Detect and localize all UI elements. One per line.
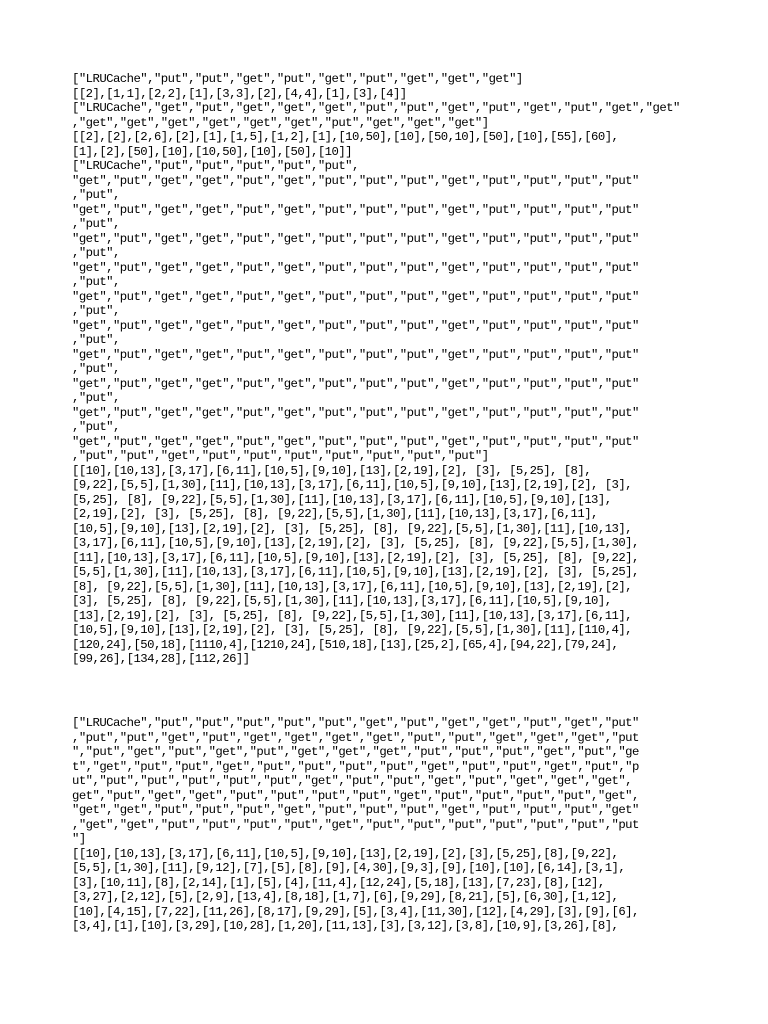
text-line: ,"put",: [72, 420, 120, 434]
text-line: "get","put","get","get","put","get","put","put","put","get","put","put","put","put": [72, 347, 639, 362]
text-line: [1],[2],[50],[10],[10,50],[10],[50],[10]]: [72, 144, 353, 159]
text-line: "get","put","get","get","put","get","put","put","put","get","put","put","put","put": [72, 231, 639, 246]
text-line: [9,22],[5,5],[1,30],[11],[10,13],[3,17],[6,11],[10,5],[9,10],[13],[2,19],[2], [3],: [72, 478, 633, 492]
text-line: [11],[10,13],[3,17],[6,11],[10,5],[9,10],[13],[2,19],[2], [3], [5,25], [8], [9,22],: [72, 550, 639, 565]
text-line: [10],[4,15],[7,22],[11,26],[8,17],[9,29],[5],[3,4],[11,30],[12],[4,29],[3],[9],[6],: [72, 904, 639, 919]
text-line: ","put","get","put","get","put","get","get","get","put","put","put","get","put","ge: [72, 745, 639, 759]
text-line: "get","put","get","get","put","get","put","put","put","get","put","put","put","put": [72, 202, 639, 217]
text-line: [3], [5,25], [8], [9,22],[5,5],[1,30],[11],[10,13],[3,17],[6,11],[10,5],[9,10],: [72, 594, 612, 608]
text-line: ,"put",: [72, 275, 120, 289]
text-line: [5,25], [8], [9,22],[5,5],[1,30],[11],[10,13],[3,17],[6,11],[10,5],[9,10],[13],: [72, 492, 612, 507]
text-line: [10,5],[9,10],[13],[2,19],[2], [3], [5,25], [8], [9,22],[5,5],[1,30],[11],[10,13],: [72, 521, 633, 536]
text-line: ,"put",: [72, 391, 120, 405]
text-line: ,"put",: [72, 246, 120, 260]
text-line: [[10],[10,13],[3,17],[6,11],[10,5],[9,10],[13],[2,19],[2],[3],[5,25],[8],[9,22],: [72, 846, 619, 861]
text-line: ["LRUCache","get","put","get","get","get","put","put","get","put","get","put","get","get": [72, 101, 680, 115]
text-line: t","get","put","put","get","put","put","put","put","get","put","put","get","put","p: [72, 759, 639, 774]
text-line: "]: [72, 832, 86, 846]
text-line: "get","put","get","get","put","get","put","put","put","get","put","put","put","put": [72, 318, 639, 333]
text-line: [120,24],[50,18],[1110,4],[1210,24],[510,18],[13],[25,2],[65,4],[94,22],[79,24],: [72, 637, 619, 652]
text-line: [[2],[1,1],[2,2],[1],[3,3],[2],[4,4],[1],[3],[4]]: [72, 86, 407, 101]
text-line: "get","put","get","get","put","get","put","put","put","get","put","put","put","put": [72, 289, 639, 304]
text-line: [2,19],[2], [3], [5,25], [8], [9,22],[5,5],[1,30],[11],[10,13],[3,17],[6,11],: [72, 507, 598, 521]
text-line: [3,4],[1],[10],[3,29],[10,28],[1,20],[11,13],[3],[3,12],[3,8],[10,9],[3,26],[8],: [72, 919, 619, 933]
text-line: ,"put",: [72, 333, 120, 347]
text-line: ,"get","get","put","put","put","put","get","put","put","put","put","put","put","put: [72, 817, 639, 832]
text-line: [10,5],[9,10],[13],[2,19],[2], [3], [5,25], [8], [9,22],[5,5],[1,30],[11],[110,4],: [72, 623, 633, 637]
text-line: "get","put","get","get","put","get","put","put","put","get","put","put","put","put": [72, 434, 639, 449]
text-line: "get","put","get","get","put","get","put","put","put","get","put","put","put","put": [72, 173, 639, 188]
text-line: get","put","get","get","put","put","put","put","get","put","put","put","put","get",: [72, 788, 639, 803]
text-line: "get","put","get","get","put","get","put","put","put","get","put","put","put","put": [72, 405, 639, 420]
text-line: [8], [9,22],[5,5],[1,30],[11],[10,13],[3,17],[6,11],[10,5],[9,10],[13],[2,19],[2],: [72, 579, 633, 594]
text-line: "get","put","get","get","put","get","put","put","put","get","put","put","put","put": [72, 376, 639, 391]
text-line: [[10],[10,13],[3,17],[6,11],[10,5],[9,10],[13],[2,19],[2], [3], [5,25], [8],: [72, 463, 592, 478]
text-line: [[2],[2],[2,6],[2],[1],[1,5],[1,2],[1],[10,50],[10],[50,10],[50],[10],[55],[60],: [72, 130, 619, 144]
text-line: [99,26],[134,28],[112,26]]: [72, 652, 250, 666]
text-line: ,"put",: [72, 217, 120, 231]
text-line: "get","get","put","put","put","get","put","put","put","get","put","put","put","get": [72, 803, 639, 817]
text-line: [5,5],[1,30],[11],[9,12],[7],[5],[8],[9],[4,30],[9,3],[9],[10],[10],[6,14],[3,1],: [72, 861, 626, 875]
text-line: ,"put",: [72, 304, 120, 318]
text-line: [3,17],[6,11],[10,5],[9,10],[13],[2,19],[2], [3], [5,25], [8], [9,22],[5,5],[1,30],: [72, 536, 639, 550]
text-line: ["LRUCache","put","put","put","put","put","get","put","get","get","put","get","put": [72, 716, 639, 730]
text-line: ,"put",: [72, 362, 120, 376]
text-line: ,"put","put","get","put","put","put","put","put","put","put"]: [72, 449, 489, 463]
text-line: [13],[2,19],[2], [3], [5,25], [8], [9,22],[5,5],[1,30],[11],[10,13],[3,17],[6,11],: [72, 608, 633, 623]
text-line: ,"put",: [72, 188, 120, 202]
text-line: ["LRUCache","put","put","get","put","get","put","get","get","get"]: [72, 72, 523, 86]
text-line: ,"get","get","get","get","get","get","put","get","get","get"]: [72, 115, 489, 130]
lru-cache-test-case-block-1: [72, 72, 702, 667]
text-line: ["LRUCache","put","put","put","put","put",: [72, 159, 359, 173]
text-line: ut","put","put","put","put","put","get","put","put","get","put","get","get","get",: [72, 774, 633, 788]
text-line: ,"put","put","get","put","get","get","get","get","put","put","get","get","get","put: [72, 730, 639, 745]
text-line: [3,27],[2,12],[5],[2,9],[13,4],[8,18],[1,7],[6],[9,29],[8,21],[5],[6,30],[1,12],: [72, 890, 619, 904]
text-line: [3],[10,11],[8],[2,14],[1],[5],[4],[11,4],[12,24],[5,18],[13],[7,23],[8],[12],: [72, 875, 605, 890]
lru-cache-test-case-block-2: [72, 716, 702, 934]
text-line: "get","put","get","get","put","get","put","put","put","get","put","put","put","put": [72, 260, 639, 275]
text-line: [5,5],[1,30],[11],[10,13],[3,17],[6,11],[10,5],[9,10],[13],[2,19],[2], [3], [5,25],: [72, 565, 639, 579]
